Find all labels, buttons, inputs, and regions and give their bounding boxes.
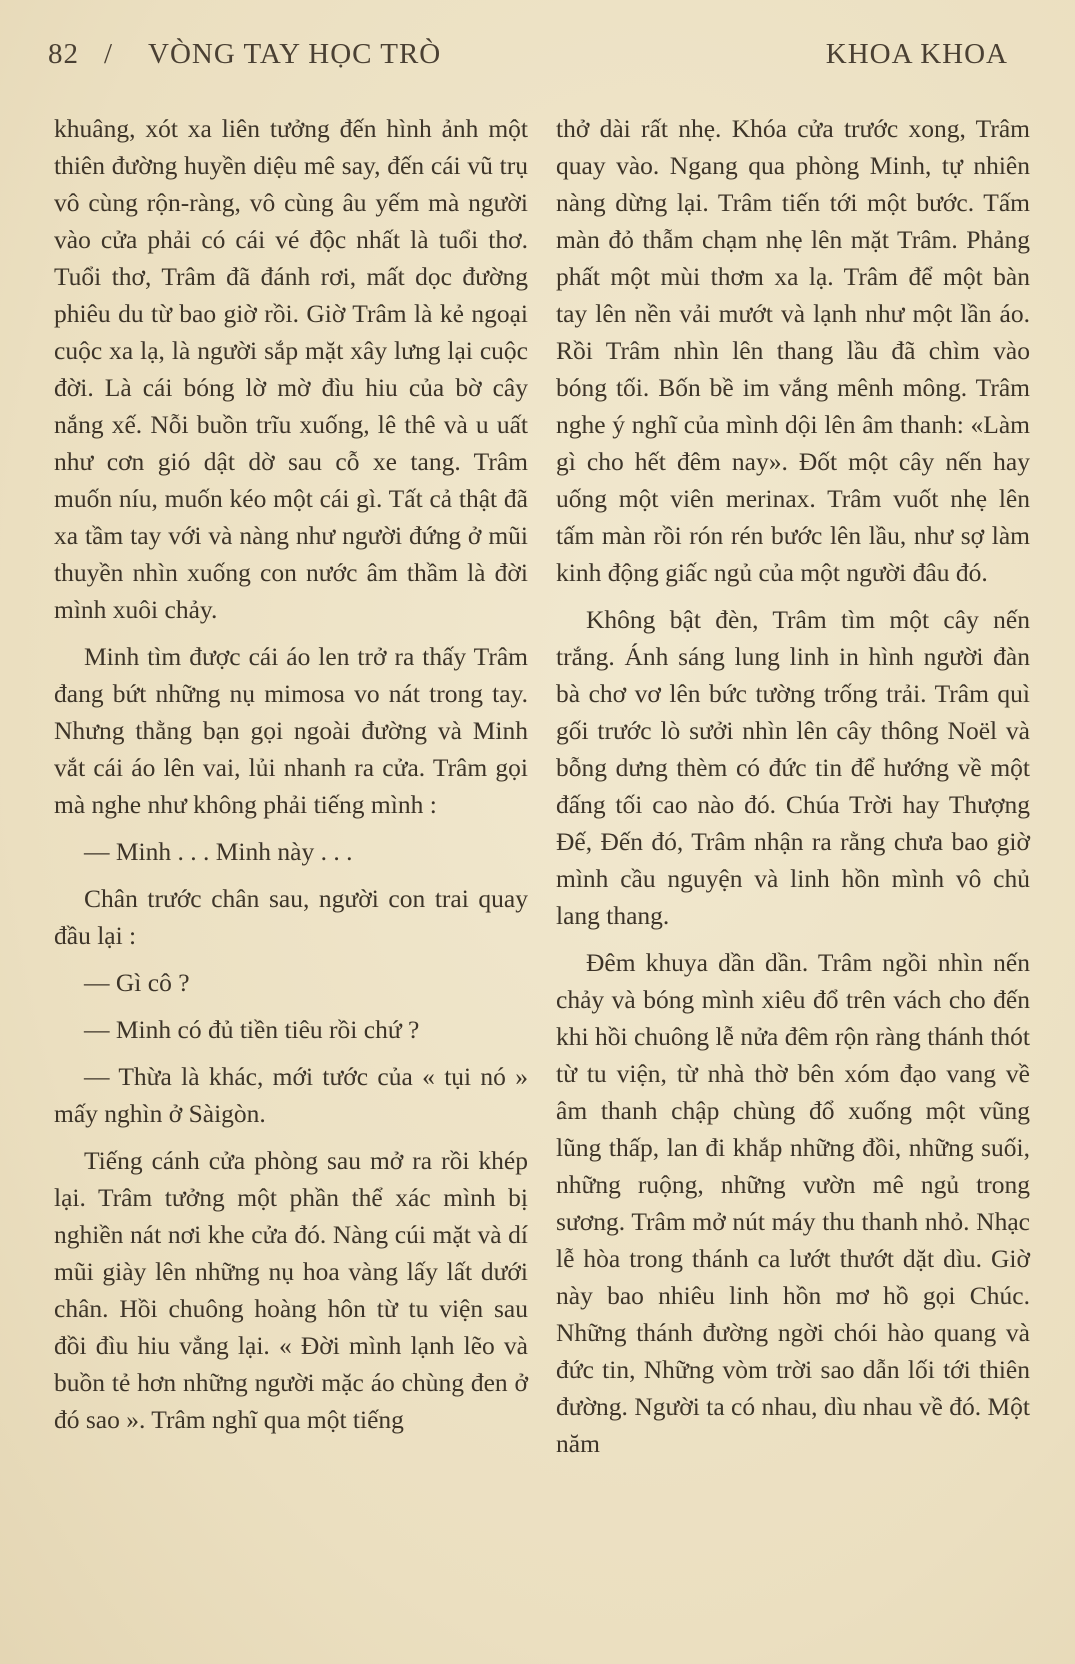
paragraph: khuâng, xót xa liên tưởng đến hình ảnh một thiên đường huyền diệu mê say, đến cái vũ trụ vô cùng rộn-ràng, vô cùng âu yếm mà người vào cửa phải có cái vé độc nhất là tuổi thơ. Tuổi thơ, Trâm đã đánh rơi, mất dọc đường phiêu du từ bao giờ rồi. Giờ Trâm là kẻ ngoại cuộc xa lạ, là người sắp mặt xây lưng lại cuộc đời. Là cái bóng lờ mờ đìu hiu của bờ cây nắng xế. Nỗi buồn trĩu xuống, lê thê và u uất như cơn gió dật dờ sau cỗ xe tang. Trâm muốn níu, muốn kéo một cái gì. Tất cả thật đã xa tầm tay với và nàng như người đứng ở mũi thuyền nhìn xuống con nước âm thầm là đời mình xuôi chảy.: [54, 114, 528, 624]
right-column: [556, 110, 1030, 1462]
author-name: KHOA KHOA: [825, 38, 1008, 70]
page-number: 82: [48, 38, 79, 70]
dialogue-line: — Minh có đủ tiền tiêu rồi chứ ?: [84, 1015, 420, 1044]
paragraph: Đêm khuya dần dần. Trâm ngồi nhìn nến chảy và bóng mình xiêu đổ trên vách cho đến khi hồi chuông lễ nửa đêm rộn ràng thánh thót từ tu viện, từ nhà thờ bên xóm đạo vang về âm thanh chập chùng đổ xuống một vũng lũng thấp, lan đi khắp những đồi, những suối, những ruộng, những vườn mê ngủ trong sương. Trâm mở nút máy thu thanh nhỏ. Nhạc lễ hòa trong thánh ca lướt thướt dặt dìu. Giờ này bao nhiêu linh hồn mơ hồ gọi Chúc. Những thánh đường ngời chói hào quang và đức tin, Những vòm trời sao dẫn lối tới thiên đường. Người ta có nhau, dìu nhau về đó. Một năm: [556, 948, 1030, 1458]
paragraph: Minh tìm được cái áo len trở ra thấy Trâm đang bứt những nụ mimosa vo nát trong tay. Nhưng thằng bạn gọi ngoài đường và Minh vắt cái áo lên vai, lủi nhanh ra cửa. Trâm gọi mà nghe như không phải tiếng mình :: [54, 642, 528, 819]
dialogue-line: — Gì cô ?: [84, 968, 190, 997]
left-column: [54, 110, 528, 1438]
paragraph: Chân trước chân sau, người con trai quay đầu lại :: [54, 884, 528, 950]
paragraph: Không bật đèn, Trâm tìm một cây nến trắng. Ánh sáng lung linh in hình người đàn bà chơ vơ lên bức tường trống trải. Trâm quì gối trước lò sưởi nhìn lên cây thông Noël và bỗng dưng thèm có đức tin để hướng về một đấng tối cao nào đó. Chúa Trời hay Thượng Đế, Đến đó, Trâm nhận ra rằng chưa bao giờ mình cầu nguyện và linh hồn mình vô chủ lang thang.: [556, 605, 1030, 930]
book-title: VÒNG TAY HỌC TRÒ: [148, 38, 442, 70]
paragraph: thở dài rất nhẹ. Khóa cửa trước xong, Trâm quay vào. Ngang qua phòng Minh, tự nhiên nàng dừng lại. Trâm tiến tới một bước. Tấm màn đỏ thẫm chạm nhẹ lên mặt Trâm. Phảng phất một mùi thơm xa lạ. Trâm để một bàn tay lên nền vải mướt và lạnh như một lần áo. Rồi Trâm nhìn lên thang lầu đã chìm vào bóng tối. Bốn bề im vắng mênh mông. Trâm nghe ý nghĩ của mình dội lên âm thanh: «Làm gì cho hết đêm nay». Đốt một cây nến hay uống một viên merinax. Trâm vuốt nhẹ lên tấm màn rồi rón rén bước lên lầu, như sợ làm kinh động giấc ngủ của một người đâu đó.: [556, 114, 1030, 587]
header-separator: /: [104, 38, 114, 70]
dialogue-line: — Minh . . . Minh này . . .: [84, 837, 353, 866]
paragraph: Tiếng cánh cửa phòng sau mở ra rồi khép lại. Trâm tưởng một phần thể xác mình bị nghiền nát nơi khe cửa đó. Nàng cúi mặt và dí mũi giày lên những nụ hoa vàng lấy lất dưới chân. Hồi chuông hoàng hôn từ tu viện sau đồi đìu hiu vẳng lại. « Đời mình lạnh lẽo và buồn tẻ hơn những người mặc áo chùng đen ở đó sao ». Trâm nghĩ qua một tiếng: [54, 1146, 528, 1434]
running-head: [48, 38, 1008, 78]
dialogue-line: — Thừa là khác, mới tước của « tụi nó » mấy nghìn ở Sàigòn.: [54, 1062, 528, 1128]
